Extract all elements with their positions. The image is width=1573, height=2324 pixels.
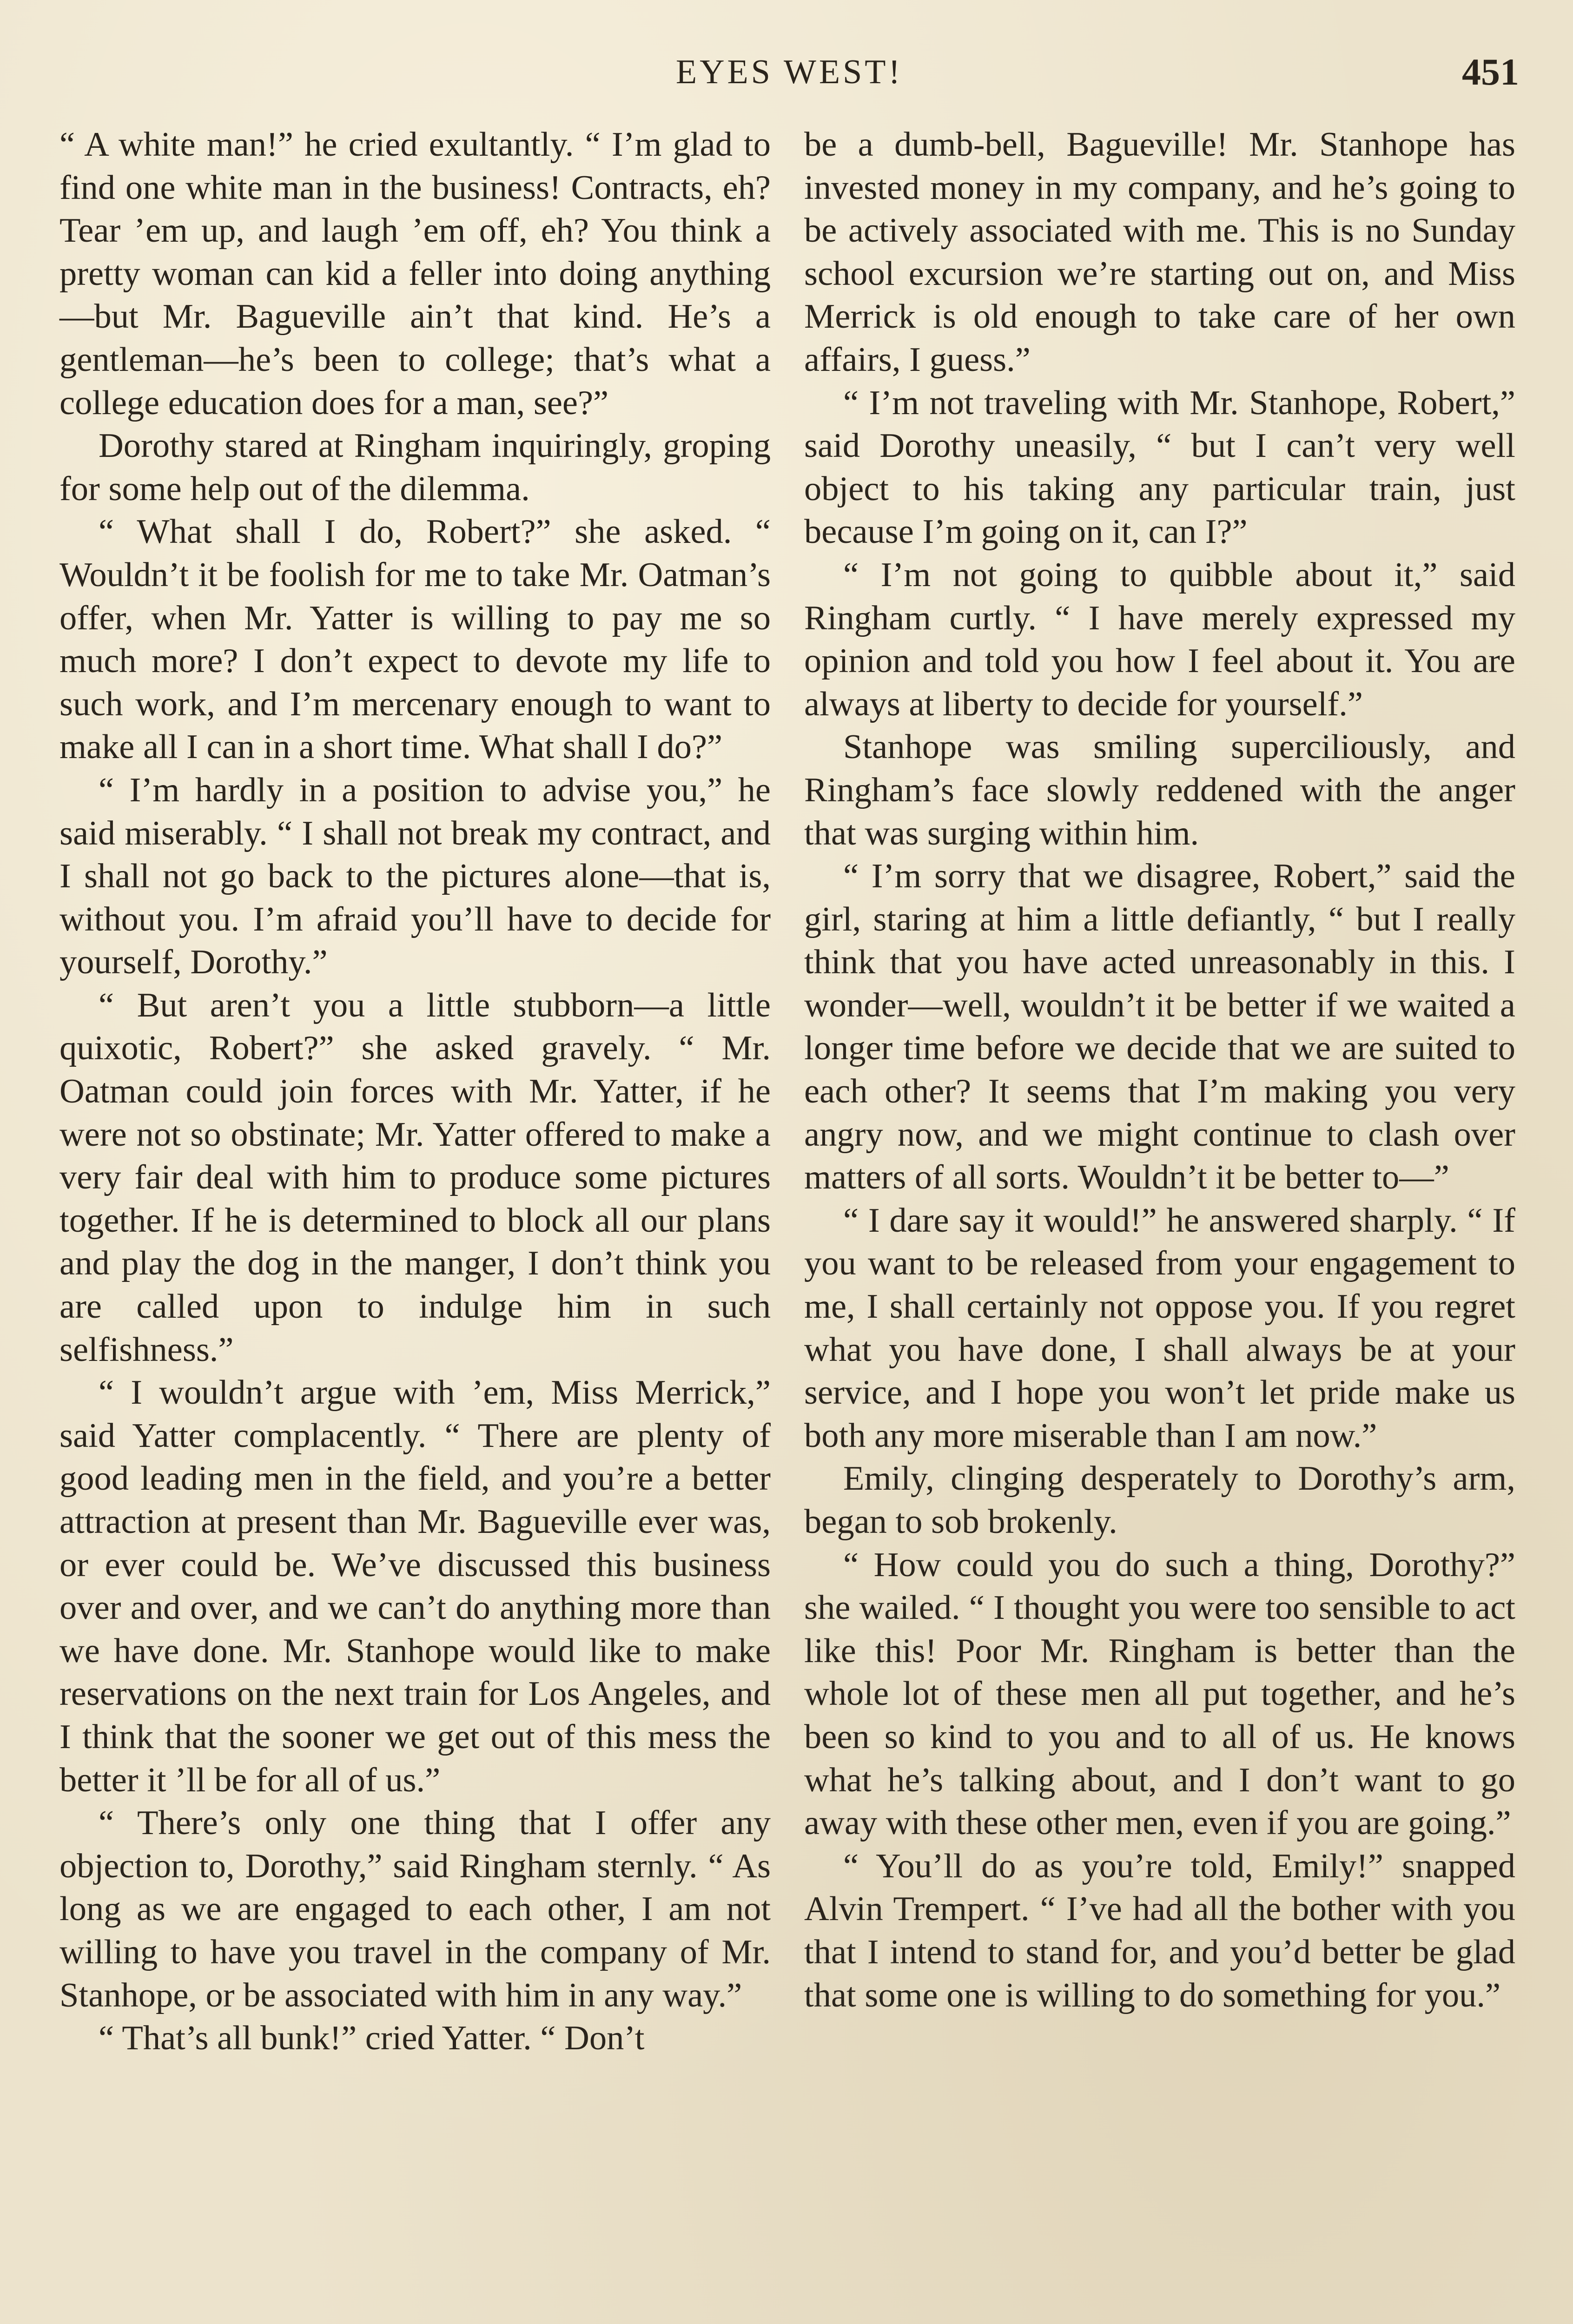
running-title: EYES WEST! <box>675 53 903 91</box>
paragraph: “ That’s all bunk!” cried Yatter. “ Don’t <box>99 2019 645 2058</box>
right-text-column <box>804 123 1515 2017</box>
paragraph: Emily, clinging desperately to Dorothy’s arm, began to sob brokenly. <box>804 1459 1515 1541</box>
paragraph: “ I wouldn’t argue with ’em, Miss Merrick,” said Yatter complacently. “ There are plenty of good leading men in the field, and you’re a better attraction at present than Mr. Bagueville ever was, or ever could be. We’ve discussed this business over and over, and we can’t do anything more than we have done. Mr. Stanhope would like to make reservations on the next train for Los Angeles, and I think that the sooner we get out of this mess the better it ’ll be for all of us.” <box>59 1373 771 1799</box>
paragraph: Stanhope was smiling superciliously, and Ringham’s face slowly reddened with the anger that was surging within him. <box>804 728 1515 852</box>
paragraph: “ You’ll do as you’re told, Emily!” snapped Alvin Trempert. “ I’ve had all the bother with you that I intend to stand for, and you’d better be glad that some one is willing to do something for you.” <box>804 1847 1515 2014</box>
left-text-column <box>59 123 771 2060</box>
paragraph: “ A white man!” he cried exultantly. “ I’m glad to find one white man in the business! Contracts, eh? Tear ’em up, and laugh ’em off, eh? You think a pretty woman can kid a feller into doing anything—but Mr. Bagueville ain’t that kind. He’s a gentleman—he’s been to college; that’s what a college education does for a man, see?” <box>59 125 771 422</box>
paragraph: “ I dare say it would!” he answered sharply. “ If you want to be released from your engagement to me, I shall certainly not oppose you. If you regret what you have done, I shall always be at your service, and I hope you won’t let pride make us both any more miserable than I am now.” <box>804 1201 1515 1455</box>
paragraph: “ I’m hardly in a position to advise you,” he said miserably. “ I shall not break my contract, and I shall not go back to the pictures alone—that is, without you. I’m afraid you’ll have to decide for yourself, Dorothy.” <box>59 771 771 982</box>
paragraph: “ I’m not traveling with Mr. Stanhope, Robert,” said Dorothy uneasily, “ but I can’t very well object to his taking any particular train, just because I’m going on it, can I?” <box>804 383 1515 551</box>
paragraph: “ But aren’t you a little stubborn—a little quixotic, Robert?” she asked gravely. “ Mr. Oatman could join forces with Mr. Yatter, if he were not so obstinate; Mr. Yatter offered to make a very fair deal with him to produce some pictures together. If he is determined to block all our plans and play the dog in the manger, I don’t think you are called upon to indulge him in such selfishness.” <box>59 986 771 1369</box>
paragraph: “ How could you do such a thing, Dorothy?” she wailed. “ I thought you were too sensible to act like this! Poor Mr. Ringham is better than the whole lot of these men all put together, and he’s been so kind to you and to all of us. He knows what he’s talking about, and I don’t want to go away with these other men, even if you are going.” <box>804 1545 1515 1842</box>
paragraph: “ I’m sorry that we disagree, Robert,” said the girl, staring at him a little defiantly, “ but I really think that you have acted unreasonably in this. I wonder—well, wouldn’t it be better if we waited a longer time before we decide that we are suited to each other? It seems that I’m making you very angry now, and we might continue to clash over matters of all sorts. Wouldn’t it be better to—” <box>804 857 1515 1197</box>
running-header <box>59 46 1519 98</box>
paragraph: “ I’m not going to quibble about it,” said Ringham curtly. “ I have merely expressed my opinion and told you how I feel about it. You are always at liberty to decide for yourself.” <box>804 555 1515 723</box>
paragraph: “ What shall I do, Robert?” she asked. “ Wouldn’t it be foolish for me to take Mr. Oatman’s offer, when Mr. Yatter is willing to pay me so much more? I don’t expect to devote my life to such work, and I’m mercenary enough to want to make all I can in a short time. What shall I do?” <box>59 513 771 766</box>
paragraph: Dorothy stared at Ringham inquiringly, groping for some help out of the dilemma. <box>59 427 771 508</box>
page-number: 451 <box>1462 51 1519 93</box>
paragraph: be a dumb-bell, Bagueville! Mr. Stanhope has invested money in my company, and he’s going to be actively associated with me. This is no Sunday school excursion we’re starting out on, and Miss Merrick is old enough to take care of her own affairs, I guess.” <box>804 125 1515 379</box>
paragraph: “ There’s only one thing that I offer any objection to, Dorothy,” said Ringham sternly. “ As long as we are engaged to each other, I am not willing to have you travel in the company of Mr. Stanhope, or be associated with him in any way.” <box>59 1804 771 2014</box>
